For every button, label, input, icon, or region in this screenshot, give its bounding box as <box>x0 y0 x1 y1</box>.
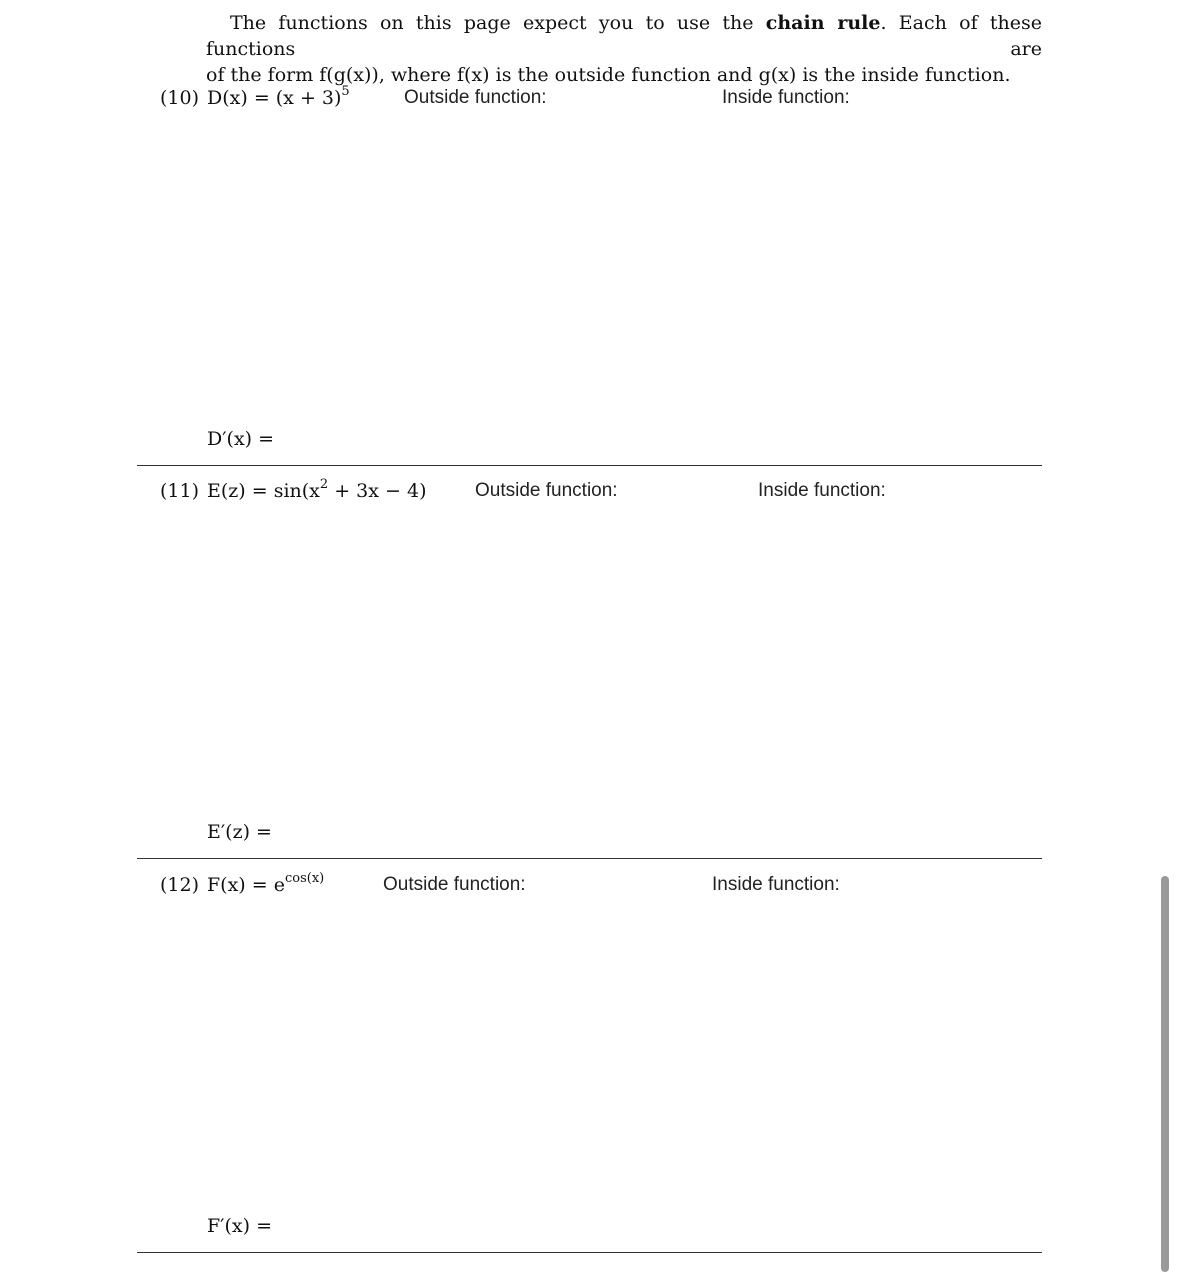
instructions-line-2: of the form f(g(x)), where f(x) is the outside function and g(x) is the inside function. <box>206 64 1011 86</box>
inside-function-label: Inside function: <box>712 874 840 895</box>
inside-function-label: Inside function: <box>758 480 886 501</box>
instructions-paragraph <box>206 10 1042 88</box>
inside-function-label: Inside function: <box>722 87 850 108</box>
problem-number: (10) <box>160 87 200 109</box>
divider-line <box>137 1252 1042 1253</box>
vertical-scrollbar[interactable] <box>1161 876 1169 1272</box>
chain-rule-emphasis: chain rule <box>765 12 881 34</box>
problem-function: $D(x) = (x + 3)^5$ <box>207 84 350 109</box>
outside-function-label: Outside function: <box>475 480 618 501</box>
problem-number: (11) <box>160 480 200 502</box>
divider-line <box>137 465 1042 466</box>
derivative-label-10: D′(x) = <box>207 428 275 450</box>
problem-number: (12) <box>160 874 200 896</box>
problem-function: $E(z) = \sin(x^2 + 3x - 4)$ <box>207 477 427 502</box>
outside-function-label: Outside function: <box>404 87 547 108</box>
divider-line <box>137 858 1042 859</box>
derivative-label-11: E′(z) = <box>207 821 272 843</box>
problem-function: $F(x) = e^{cos(x)}$ <box>207 871 325 896</box>
outside-function-label: Outside function: <box>383 874 526 895</box>
instructions-line-1: The functions on this page expect you to use the chain rule. Each of these functions are <box>206 12 1042 60</box>
derivative-label-12: F′(x) = <box>207 1215 272 1237</box>
